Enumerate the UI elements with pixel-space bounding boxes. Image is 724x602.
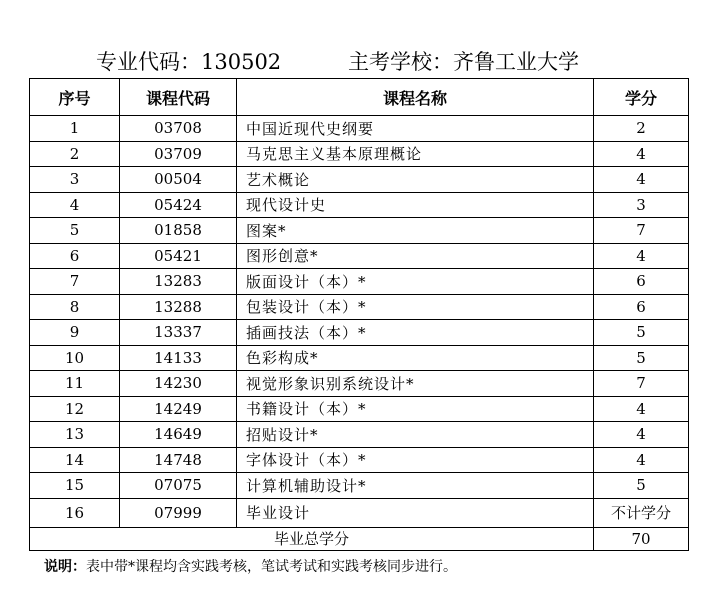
col-header-no: 序号 [30,79,120,116]
cell-no: 16 [30,498,120,527]
table-row [30,473,689,499]
table-row [30,498,689,527]
cell-name: 招贴设计* [237,422,594,448]
cell-code: 14249 [120,396,237,422]
cell-name: 马克思主义基本原理概论 [237,141,594,167]
cell-no: 11 [30,371,120,397]
cell-name: 书籍设计（本）* [237,396,594,422]
cell-no: 8 [30,294,120,320]
cell-code: 14748 [120,447,237,473]
cell-name: 图形创意* [237,243,594,269]
cell-code: 07999 [120,498,237,527]
cell-credit: 5 [594,473,689,499]
cell-no: 13 [30,422,120,448]
cell-code: 14230 [120,371,237,397]
cell-name: 视觉形象识别系统设计* [237,371,594,397]
table-row [30,371,689,397]
cell-credit: 5 [594,345,689,371]
total-value: 70 [594,527,689,550]
cell-code: 07075 [120,473,237,499]
cell-no: 9 [30,320,120,346]
footnote [44,556,457,576]
cell-credit: 6 [594,269,689,295]
cell-name: 色彩构成* [237,345,594,371]
cell-credit: 6 [594,294,689,320]
cell-code: 13288 [120,294,237,320]
table-row [30,396,689,422]
cell-credit: 4 [594,243,689,269]
cell-credit: 4 [594,167,689,193]
table-row [30,320,689,346]
cell-no: 10 [30,345,120,371]
major-code: 专业代码：130502 [96,50,282,74]
footnote-label: 说明： [44,559,86,575]
table-row [30,167,689,193]
cell-credit: 2 [594,116,689,142]
table-row [30,116,689,142]
cell-no: 6 [30,243,120,269]
cell-credit: 4 [594,447,689,473]
cell-name: 插画技法（本）* [237,320,594,346]
cell-credit: 4 [594,141,689,167]
cell-code: 01858 [120,218,237,244]
table-row [30,294,689,320]
col-header-credit: 学分 [594,79,689,116]
total-label: 毕业总学分 [30,527,594,550]
table-row [30,422,689,448]
cell-credit: 4 [594,396,689,422]
cell-credit: 不计学分 [594,498,689,527]
cell-code: 13283 [120,269,237,295]
cell-name: 现代设计史 [237,192,594,218]
cell-no: 14 [30,447,120,473]
cell-code: 13337 [120,320,237,346]
total-row [30,527,689,550]
cell-name: 中国近现代史纲要 [237,116,594,142]
footnote-text: 表中带*课程均含实践考核，笔试考试和实践考核同步进行。 [86,559,457,575]
course-table [29,78,689,551]
cell-no: 1 [30,116,120,142]
cell-name: 计算机辅助设计* [237,473,594,499]
cell-no: 4 [30,192,120,218]
cell-no: 7 [30,269,120,295]
cell-credit: 4 [594,422,689,448]
table-row [30,243,689,269]
cell-name: 字体设计（本）* [237,447,594,473]
table-row [30,447,689,473]
table-row [30,192,689,218]
col-header-name: 课程名称 [237,79,594,116]
table-row [30,218,689,244]
table-row [30,269,689,295]
col-header-code: 课程代码 [120,79,237,116]
cell-code: 05424 [120,192,237,218]
table-row [30,141,689,167]
table-body [30,116,689,528]
cell-name: 毕业设计 [237,498,594,527]
table-header-row [30,79,689,116]
cell-code: 00504 [120,167,237,193]
cell-no: 12 [30,396,120,422]
cell-no: 15 [30,473,120,499]
cell-code: 14649 [120,422,237,448]
cell-code: 03709 [120,141,237,167]
host-school: 主考学校：齐鲁工业大学 [348,50,579,74]
cell-no: 3 [30,167,120,193]
cell-code: 03708 [120,116,237,142]
cell-credit: 5 [594,320,689,346]
table-row [30,345,689,371]
cell-name: 版面设计（本）* [237,269,594,295]
page-header [0,46,724,76]
cell-name: 艺术概论 [237,167,594,193]
cell-code: 14133 [120,345,237,371]
cell-no: 2 [30,141,120,167]
cell-no: 5 [30,218,120,244]
cell-credit: 7 [594,371,689,397]
cell-code: 05421 [120,243,237,269]
cell-name: 包装设计（本）* [237,294,594,320]
cell-credit: 7 [594,218,689,244]
cell-name: 图案* [237,218,594,244]
cell-credit: 3 [594,192,689,218]
